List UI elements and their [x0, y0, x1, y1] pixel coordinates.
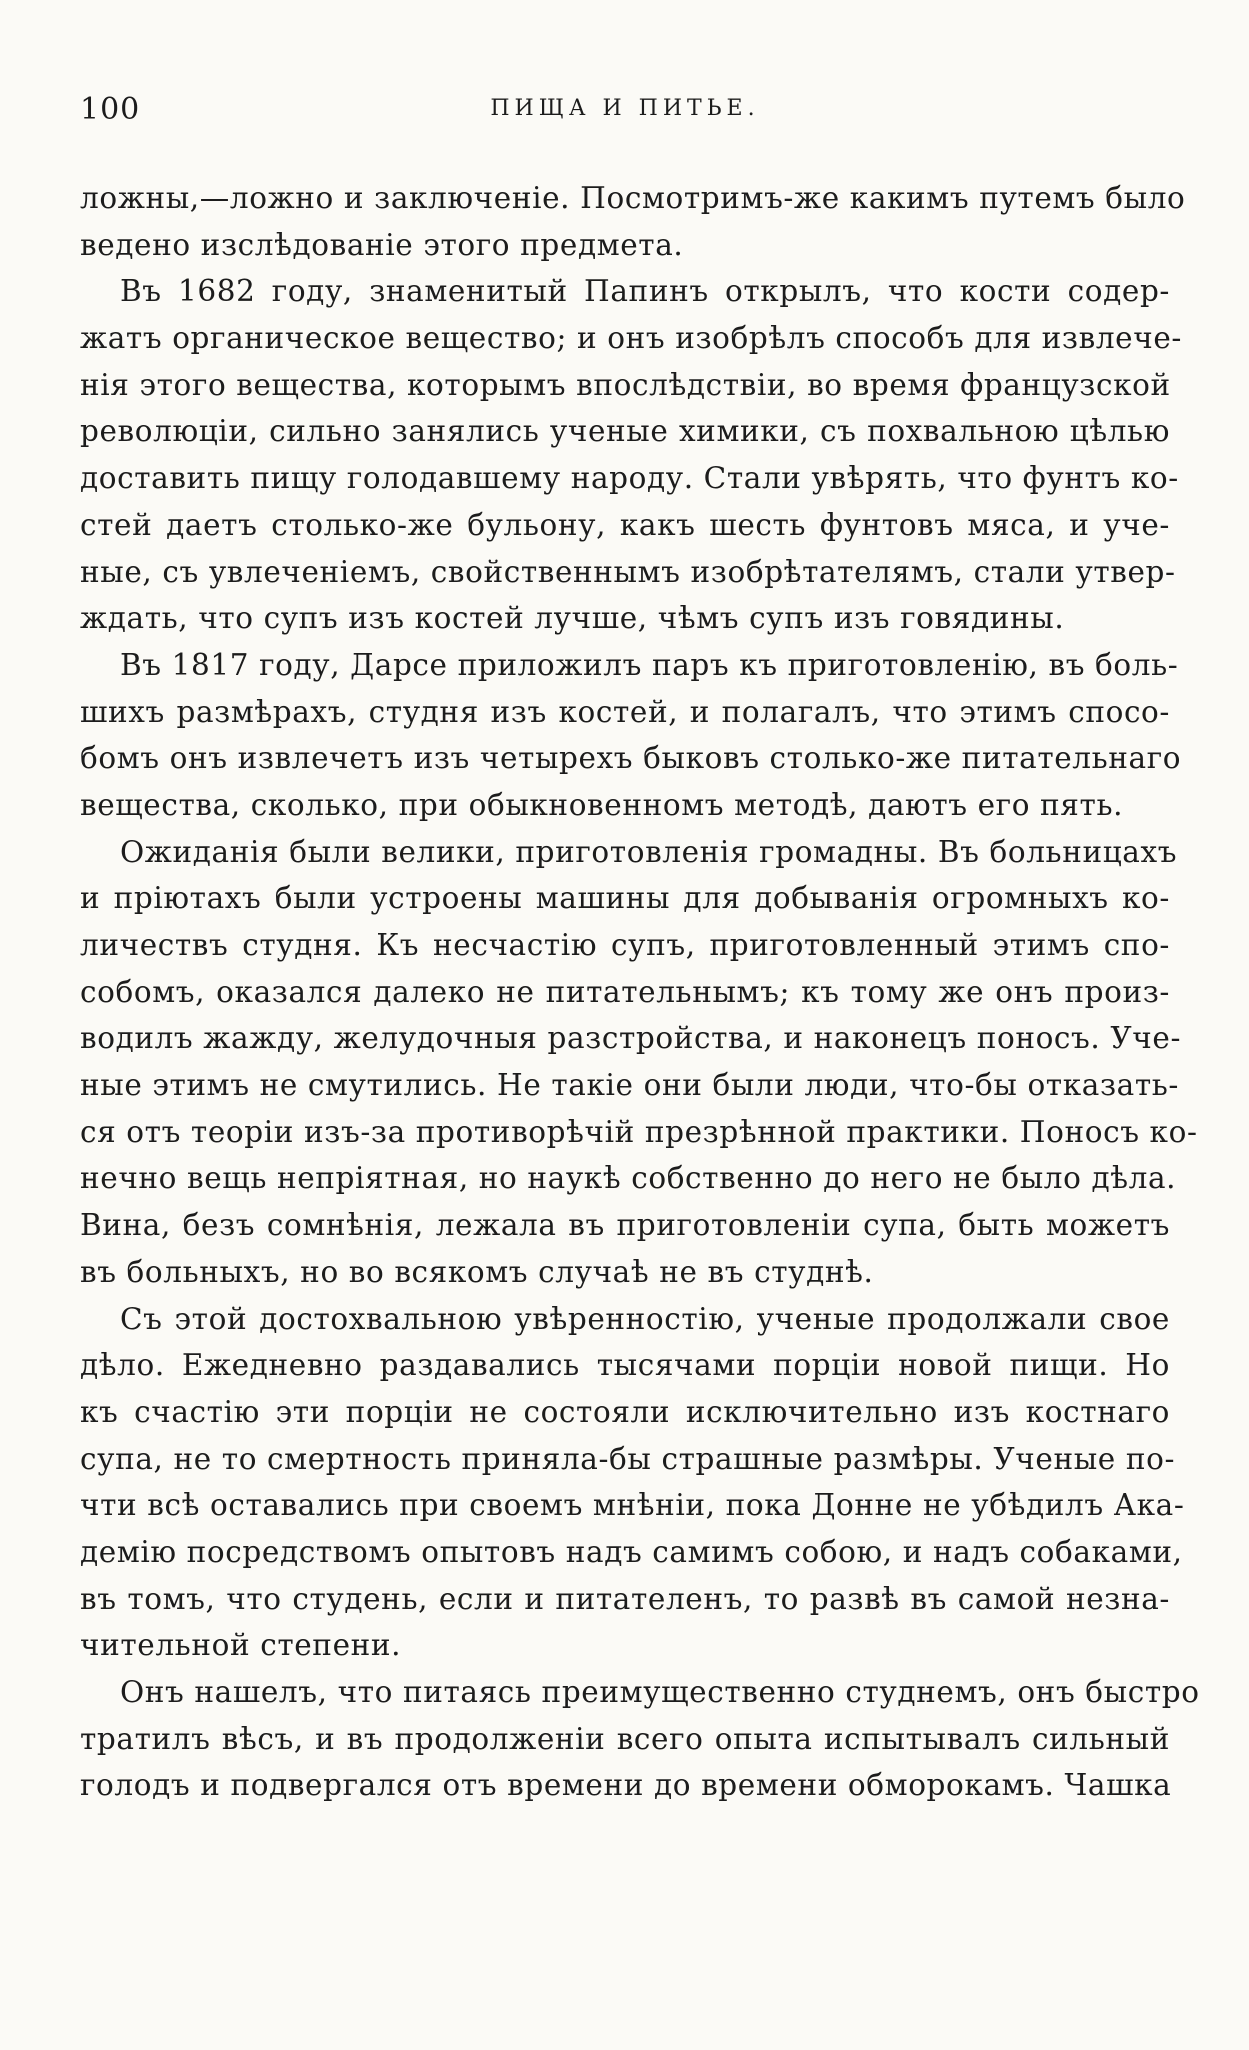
text-line: и пріютахъ были устроены машины для добыванія огромныхъ ко-	[80, 881, 1170, 916]
text-line: стей даетъ столько-же бульону, какъ шесть фунтовъ мяса, и уче-	[80, 507, 1170, 542]
text-line: ведено изслѣдованіе этого предмета.	[80, 227, 684, 262]
text-line: Съ этой достохвальною увѣренностію, ученые продолжали свое	[120, 1301, 1170, 1336]
text-line: Въ 1682 году, знаменитый Папинъ открылъ, что кости содер-	[120, 274, 1170, 309]
paragraph	[80, 1296, 1185, 1670]
page-header	[80, 92, 1170, 142]
body-text	[80, 175, 1200, 1809]
text-line: ные, съ увлеченіемъ, свойственнымъ изобрѣтателямъ, стали утвер-	[80, 554, 1176, 589]
text-line: личествъ студня. Къ несчастію супъ, приготовленный этимъ спо-	[80, 928, 1170, 962]
text-line: чительной степени.	[80, 1628, 402, 1663]
text-line: шихъ размѣрахъ, студня изъ костей, и полагалъ, что этимъ спосо-	[80, 694, 1170, 729]
paragraph	[80, 268, 1182, 642]
text-line: нія этого вещества, которымъ впослѣдствіи, во время французской	[80, 367, 1171, 402]
text-line: доставить пищу голодавшему народу. Стали увѣрять, что фунтъ ко-	[80, 461, 1179, 496]
text-line: жатъ органическое вещество; и онъ изобрѣлъ способъ для извлече-	[80, 321, 1182, 356]
text-line: Вина, безъ сомнѣнія, лежала въ приготовленіи супа, быть можетъ	[80, 1208, 1170, 1243]
text-line: нечно вещь непріятная, но наукѣ собственно до него не было дѣла.	[80, 1161, 1177, 1196]
text-line: къ счастію эти порціи не состояли исключительно изъ костнаго	[80, 1394, 1170, 1429]
text-line: Ожиданія были велики, приготовленія громадны. Въ больницахъ	[120, 834, 1178, 869]
text-line: ные этимъ не смутились. Не такіе они были люди, что-бы отказать-	[80, 1068, 1179, 1103]
text-line: голодъ и подвергался отъ времени до времени обморокамъ. Чашка	[80, 1768, 1172, 1803]
text-line: ложны,—ложно и заключеніе. Посмотримъ-же какимъ путемъ было	[80, 181, 1186, 215]
text-line: въ томъ, что студень, если и питателенъ, то развѣ въ самой незна-	[80, 1581, 1170, 1616]
text-line: въ больныхъ, но во всякомъ случаѣ не въ студнѣ.	[80, 1254, 874, 1289]
text-line: тратилъ вѣсъ, и въ продолженіи всего опыта испытывалъ сильный	[80, 1721, 1170, 1756]
paragraph	[80, 642, 1182, 829]
text-line: супа, не то смертность приняла-бы страшные размѣры. Ученые по-	[80, 1441, 1176, 1476]
page-number: 100	[80, 92, 141, 127]
text-line: вещества, сколько, при обыкновенномъ методѣ, даютъ его пять.	[80, 787, 1124, 822]
text-line: Онъ нашелъ, что питаясь преимущественно студнемъ, онъ быстро	[120, 1675, 1200, 1709]
paragraph	[80, 1669, 1200, 1809]
text-line: собомъ, оказался далеко не питательнымъ; къ тому же онъ произ-	[80, 974, 1170, 1009]
text-line: дѣло. Ежедневно раздавались тысячами порціи новой пищи. Но	[80, 1348, 1170, 1383]
text-line: водилъ жажду, желудочныя разстройства, и наконецъ поносъ. Уче-	[80, 1021, 1182, 1056]
text-line: бомъ онъ извлечетъ изъ четырехъ быковъ столько-же питательнаго	[80, 741, 1182, 776]
paragraph	[80, 829, 1198, 1296]
text-line: демію посредствомъ опытовъ надъ самимъ собою, и надъ собаками,	[80, 1534, 1183, 1569]
text-line: чти всѣ оставались при своемъ мнѣніи, пока Донне не убѣдилъ Ака-	[80, 1488, 1185, 1523]
paragraph	[80, 175, 1186, 268]
text-line: Въ 1817 году, Дарсе приложилъ паръ къ приготовленію, въ боль-	[120, 647, 1179, 682]
text-line: революціи, сильно занялись ученые химики, съ похвальною цѣлью	[80, 414, 1170, 449]
text-line: ся отъ теоріи изъ-за противорѣчій презрѣнной практики. Поносъ ко-	[80, 1114, 1198, 1149]
running-title: ПИЩА И ПИТЬЕ.	[490, 96, 760, 121]
text-line: ждать, что супъ изъ костей лучше, чѣмъ супъ изъ говядины.	[80, 601, 1065, 636]
